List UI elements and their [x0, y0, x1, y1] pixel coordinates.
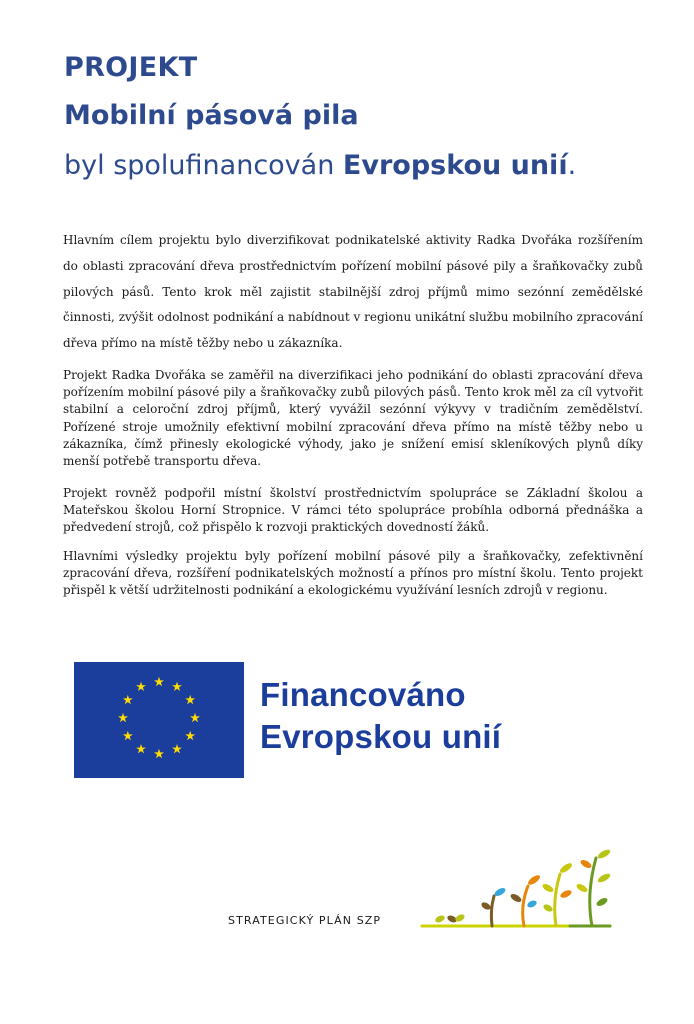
eu-star — [172, 682, 182, 691]
funding-suffix: . — [567, 150, 577, 181]
eu-star — [118, 713, 128, 722]
eu-star — [123, 731, 133, 740]
eu-star — [123, 695, 133, 704]
eu-star — [154, 749, 164, 758]
eu-flag-icon — [74, 662, 244, 778]
paragraph-results: Hlavními výsledky projektu byly pořízení mobilní pásové pily a šraňkovačky, zefektivnění zpracování dřeva, rozšíření podnikatelských možností a přínos pro místní školu. Tento projekt přispěl k větší udržitelnosti podnikání a ekologickému využívání lesních zdrojů v regionu. — [63, 549, 643, 598]
funding-prefix: byl spolufinancován — [64, 150, 343, 181]
paragraph-diversification: Projekt Radka Dvořáka se zaměřil na diverzifikaci jeho podnikání do oblasti zpracování dřeva pořízením mobilní pásové pily a šraňkovačky zubů pilových pásů. Tento krok měl za cíl vytvořit stabilní a celoroční zdroj příjmů, který vyvážil sezónní výkyvy v tradičním zemědělství. Pořízené stroje umožnily efektivní mobilní zpracování dřeva přímo na místě těžby nebo u zákazníka, čímž přinesly ekologické výhody, jako je snížení emisí skleníkových plynů díky menší potřebě transportu dřeva. — [63, 368, 643, 469]
project-title: Mobilní pásová pila — [64, 100, 359, 131]
eu-logo-line1: Financováno — [260, 676, 466, 713]
eu-star — [154, 677, 164, 686]
eu-star — [172, 744, 182, 753]
szp-label: STRATEGICKÝ PLÁN SZP — [228, 914, 382, 927]
funding-statement — [64, 150, 576, 181]
eu-logo-line2: Evropskou unií — [260, 718, 502, 755]
eu-star — [136, 682, 146, 691]
funding-emphasis: Evropskou unií — [342, 150, 568, 181]
paragraph-goal: Hlavním cílem projektu bylo diverzifikovat podnikatelské aktivity Radka Dvořáka rozšířením do oblasti zpracování dřeva prostřednictvím pořízení mobilní pásové pily a šraňkovačky zubů pilových pásů. Tento krok měl zajistit stabilnější zdroj příjmů mimo sezónní zemědělské činnosti, zvýšit odolnost podnikání a nabídnout v regionu unikátní službu mobilního zpracování dřeva přímo na místě těžby nebo u zákazníka. — [63, 233, 643, 351]
eu-star — [190, 713, 200, 722]
eu-star — [136, 744, 146, 753]
eu-star — [185, 731, 195, 740]
szp-sprouts-icon — [420, 848, 620, 932]
eu-funding-logo — [64, 662, 544, 778]
paragraph-school: Projekt rovněž podpořil místní školství prostřednictvím spolupráce se Základní školou a Mateřskou školou Horní Stropnice. V rámci této spolupráce probíhla odborná přednáška a předvedení strojů, což přispělo k rozvoji praktických dovedností žáků. — [63, 486, 643, 535]
project-label: PROJEKT — [64, 52, 198, 83]
eu-star — [185, 695, 195, 704]
